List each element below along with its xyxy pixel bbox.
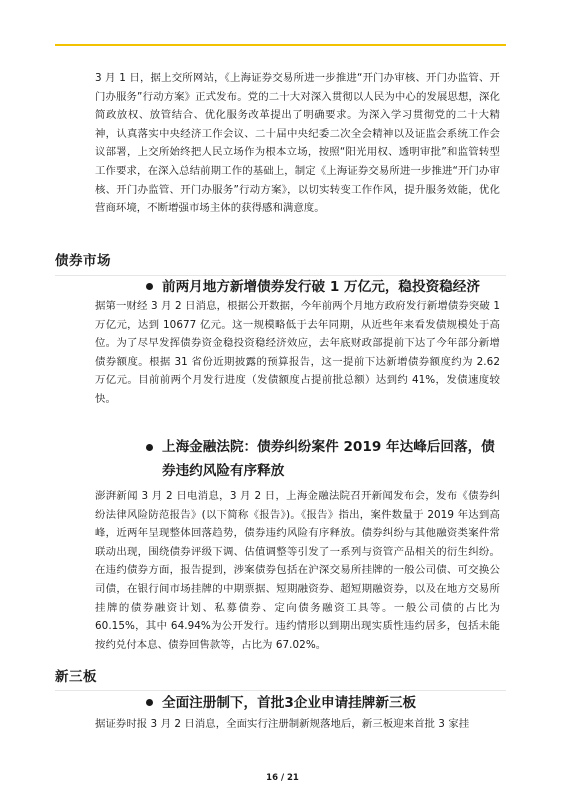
header-accent-rule bbox=[55, 44, 506, 46]
section-title-bond-market: 债券市场 bbox=[55, 253, 111, 269]
news-body: 据第一财经 3 月 2 日消息，根据公开数据，今年前两个月地方政府发行新增债券突破 1 万亿元，达到 10677 亿元。这一规模略低于去年同期，从近些年来看发债规模处于高位。为了尽早发挥债券资金稳投资稳经济效应，去年底财政部提前下达了今年部分新增债券额度。根据 31 省份近期披露的预算报告，这一提前下达新增债券额度约为 2.62 万亿元。目前前两个月发行进度（发债额度占提前批总额）达到约 41%，发债速度较快。 bbox=[95, 300, 500, 405]
news-body: 澎湃新闻 3 月 2 日电消息，3 月 2 日，上海金融法院召开新闻发布会，发布《债券纠纷法律风险防范报告》(以下简称《报告》)。《报告》指出，案件数量于 2019 年达到高峰，近两年呈现整体回落趋势，债券违约风险有序释放。债券纠纷与其他融资类案件常联动出现，围绕债券评级下调、估值调整等引发了一系列与资管产品相关的衍生纠纷。在违约债券方面，报告提到，涉案债券包括在沪深交易所挂牌的一般公司债、可交换公司债，在银行间市场挂牌的中期票据、短期融资券、超短期融资券，以及在地方交易所挂牌的债券融资计划、私募债券、定向债务融资工具等。一般公司债的占比为 60.15%，其中 64.94%为公开发行。违约情形以到期出现实质性违约居多，包括未能按约兑付本息、债券回售款等，占比为 67.02%。 bbox=[95, 490, 500, 651]
news-headline: 上海金融法院：债券纠纷案件 2019 年达峰后回落，债券违约风险有序释放 bbox=[162, 439, 495, 479]
intro-paragraph: 3 月 1 日，据上交所网站，《上海证券交易所进一步推进“开门办审核、开门办监管、开门办服务”行动方案》正式发布。党的二十大对深入贯彻以人民为中心的发展思想，深化简政放权、放管结合、优化服务改革提出了明确要求。为深入学习贯彻党的二十大精神，认真落实中央经济工作会议、二十届中央纪委二次全会精神以及证监会系统工作会议部署，上交所始终把人民立场作为根本立场，按照“阳光用权、透明审批”和监管转型工作要求，在深入总结前期工作的基础上，制定《上海证券交易所进一步推进“开门办审核、开门办监管、开门办服务”行动方案》，以切实转变工作作风，提升服务效能，优化营商环境，不断增强市场主体的获得感和满意度。 bbox=[95, 72, 500, 215]
bullet-icon bbox=[146, 444, 153, 451]
news-headline: 前两月地方新增债券发行破 1 万亿元，稳投资稳经济 bbox=[162, 279, 480, 295]
page-number: 16 / 21 bbox=[266, 773, 299, 783]
news-body: 据证券时报 3 月 2 日消息，全面实行注册制新规落地后，新三板迎来首批 3 家挂 bbox=[95, 718, 470, 730]
news-headline: 全面注册制下，首批3企业申请挂牌新三板 bbox=[162, 695, 417, 711]
bullet-icon bbox=[146, 699, 153, 706]
bullet-icon bbox=[146, 283, 153, 290]
section-title-neeq: 新三板 bbox=[55, 669, 97, 685]
